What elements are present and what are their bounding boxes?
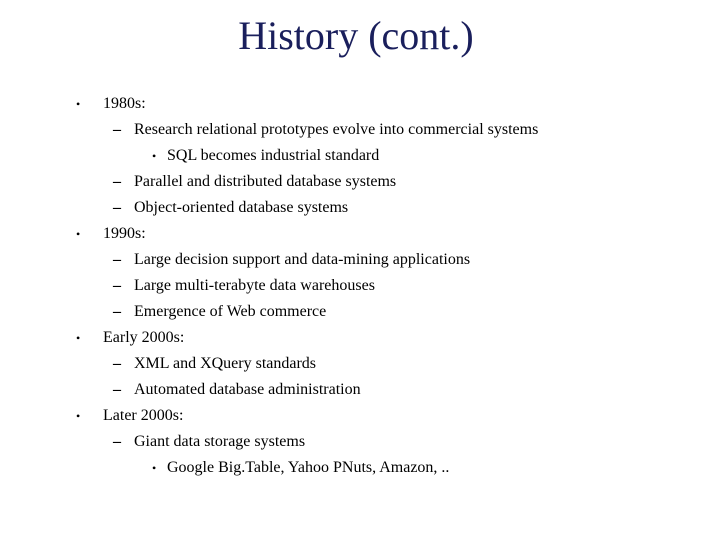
list-item-later-2000s [0, 403, 720, 429]
bullet-icon: • [76, 331, 81, 345]
sub-item-text: Giant data storage systems [134, 433, 306, 450]
sub-item-text: XML and XQuery standards [134, 355, 317, 372]
sub-item [0, 247, 720, 273]
list-item-early-2000s [0, 325, 720, 351]
sub-item [0, 299, 720, 325]
dash-icon: – [113, 121, 121, 138]
sub-item [0, 273, 720, 299]
sub-item [0, 117, 720, 143]
sub-sub-item-text: SQL becomes industrial standard [167, 147, 380, 164]
sub-item-text: Research relational prototypes evolve into commercial systems [134, 121, 539, 138]
sub-item [0, 351, 720, 377]
sub-item-text: Parallel and distributed database systems [134, 173, 397, 190]
dash-icon: – [113, 355, 121, 372]
sub-item-text: Large decision support and data-mining applications [134, 251, 471, 268]
dash-icon: – [113, 251, 121, 268]
sub-item [0, 377, 720, 403]
bullet-list [0, 91, 720, 481]
bullet-icon: • [76, 409, 81, 423]
dash-icon: – [113, 433, 121, 450]
bullet-icon: • [152, 461, 157, 475]
sub-item [0, 169, 720, 195]
dash-icon: – [113, 381, 121, 398]
dash-icon: – [113, 173, 121, 190]
sub-sub-item [0, 455, 720, 481]
sub-item [0, 195, 720, 221]
slide-title: History (cont.) [238, 13, 474, 58]
bullet-icon: • [152, 149, 157, 163]
bullet-icon: • [76, 97, 81, 111]
era-label: 1990s: [103, 225, 146, 242]
era-label: Later 2000s: [103, 407, 184, 424]
sub-item-text: Automated database administration [134, 381, 361, 398]
sub-item [0, 429, 720, 455]
list-item-1980s [0, 91, 720, 117]
sub-item-text: Object-oriented database systems [134, 199, 349, 216]
sub-sub-item [0, 143, 720, 169]
era-label: 1980s: [103, 95, 146, 112]
list-item-1990s [0, 221, 720, 247]
sub-item-text: Large multi-terabyte data warehouses [134, 277, 375, 294]
sub-sub-item-text: Google Big.Table, Yahoo PNuts, Amazon, .. [167, 459, 450, 476]
dash-icon: – [113, 199, 121, 216]
dash-icon: – [113, 303, 121, 320]
era-label: Early 2000s: [103, 329, 185, 346]
dash-icon: – [113, 277, 121, 294]
sub-item-text: Emergence of Web commerce [134, 303, 327, 320]
bullet-icon: • [76, 227, 81, 241]
